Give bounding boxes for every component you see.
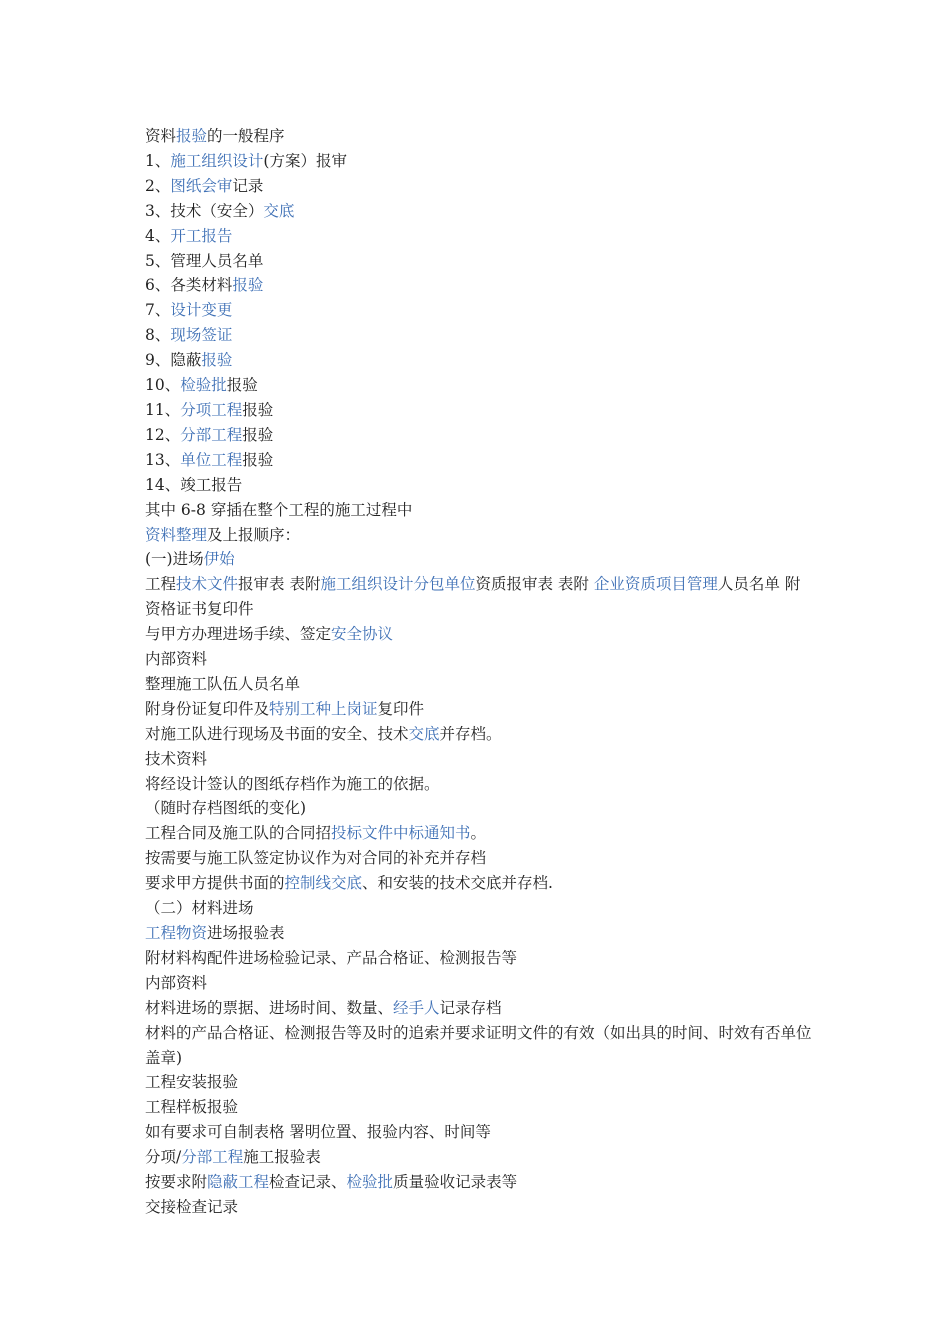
- line-text: 13、: [145, 450, 181, 469]
- text-line: [145, 1021, 813, 1071]
- line-text: 工程安装报验: [145, 1073, 239, 1092]
- line-text: 资质报审表 表附: [475, 575, 594, 594]
- inline-link[interactable]: 特别工种上岗证: [269, 699, 378, 718]
- inline-link[interactable]: 分部工程: [180, 425, 243, 444]
- line-text: 报验: [242, 425, 274, 444]
- text-line: [145, 622, 813, 647]
- document-body: [145, 124, 813, 1220]
- inline-link[interactable]: 报验: [201, 351, 233, 370]
- line-text: 记录存档: [439, 998, 502, 1017]
- inline-link[interactable]: 企业资质: [593, 575, 656, 594]
- inline-link[interactable]: 单位工程: [180, 450, 243, 469]
- line-text: 交接检查记录: [145, 1197, 239, 1216]
- text-line: [145, 423, 813, 448]
- inline-link[interactable]: 经手人: [393, 998, 440, 1017]
- line-text: 。: [470, 824, 487, 843]
- line-text: 8、: [145, 326, 171, 345]
- inline-link[interactable]: 伊始: [203, 550, 235, 569]
- line-text: 质量验收记录表等: [393, 1173, 518, 1192]
- text-line: [145, 747, 813, 772]
- inline-link[interactable]: 项目管理: [655, 575, 718, 594]
- line-text: 要求甲方提供书面的: [145, 874, 285, 893]
- line-text: 3、技术（安全）: [145, 201, 264, 220]
- line-text: 整理施工队伍人员名单: [145, 674, 301, 693]
- text-line: [145, 647, 813, 672]
- text-line: [145, 996, 813, 1021]
- inline-link[interactable]: 交底: [263, 201, 295, 220]
- text-line: [145, 249, 813, 274]
- inline-link[interactable]: 工程物资: [145, 924, 208, 942]
- line-text: 及上报顺序：: [207, 525, 301, 544]
- inline-link[interactable]: 分包单位: [413, 575, 476, 594]
- inline-link[interactable]: 施工组织设计: [170, 151, 264, 170]
- line-text: 内部资料: [145, 650, 208, 669]
- inline-link[interactable]: 交底: [331, 874, 363, 893]
- line-text: 进场报验表: [207, 924, 285, 942]
- line-text: 2、: [145, 176, 171, 195]
- text-line: [145, 921, 813, 946]
- line-text: 记录: [232, 176, 264, 195]
- line-text: 工程样板报验: [145, 1098, 239, 1117]
- inline-link[interactable]: 控制线: [284, 874, 332, 893]
- line-text: 附身份证复印件及: [145, 699, 270, 718]
- line-text: 资料: [145, 127, 177, 145]
- text-line: [145, 473, 813, 498]
- text-line: [145, 174, 813, 199]
- text-line: [145, 896, 813, 921]
- line-text: 6、各类材料: [145, 276, 233, 295]
- text-line: [145, 323, 813, 348]
- line-text: 技术资料: [145, 749, 208, 768]
- line-text: 材料进场的票据、进场时间、数量、: [145, 998, 394, 1017]
- text-line: [145, 1070, 813, 1095]
- line-text: 12、: [145, 425, 181, 444]
- line-text: 4、: [145, 226, 171, 245]
- line-text: 、和安装的技术交底并存档.: [362, 874, 553, 893]
- line-text: 与甲方办理进场手续、签定: [145, 625, 332, 644]
- line-text: 将经设计签认的图纸存档作为施工的依据。: [145, 774, 440, 793]
- inline-link[interactable]: 隐蔽工程: [207, 1173, 270, 1192]
- inline-link[interactable]: 图纸会审: [170, 176, 233, 195]
- text-line: [145, 1095, 813, 1120]
- text-line: [145, 373, 813, 398]
- line-text: 其中 6-8 穿插在整个工程的施工过程中: [145, 500, 413, 519]
- inline-link[interactable]: 检验批: [346, 1173, 394, 1192]
- text-line: [145, 1195, 813, 1220]
- inline-link[interactable]: 中标通知书: [393, 824, 471, 843]
- inline-link[interactable]: 设计变更: [170, 301, 233, 320]
- line-text: (方案）报审: [263, 151, 347, 170]
- inline-link[interactable]: 技术文件: [176, 575, 239, 594]
- text-line: [145, 946, 813, 971]
- text-line: [145, 1145, 813, 1170]
- text-line: [145, 348, 813, 373]
- line-text: 10、: [145, 376, 181, 395]
- line-text: 1、: [145, 151, 171, 170]
- inline-link[interactable]: 现场签证: [170, 326, 233, 345]
- line-text: 工程合同及施工队的合同招: [145, 824, 332, 843]
- text-line: [145, 772, 813, 797]
- line-text: 工程: [145, 575, 177, 594]
- inline-link[interactable]: 分部工程: [181, 1148, 244, 1167]
- text-line: [145, 697, 813, 722]
- line-text: 报验: [226, 376, 258, 395]
- text-line: [145, 846, 813, 871]
- inline-link[interactable]: 资料整理: [145, 525, 208, 544]
- line-text: 5、管理人员名单: [145, 251, 264, 270]
- text-line: [145, 572, 813, 622]
- line-text: 报验: [242, 450, 274, 469]
- inline-link[interactable]: 投标文件: [331, 824, 394, 843]
- line-text: 附材料构配件进场检验记录、产品合格证、检测报告等: [145, 948, 518, 967]
- line-text: 对施工队进行现场及书面的安全、技术: [145, 724, 409, 743]
- line-text: 的一般程序: [207, 127, 285, 145]
- line-text: 报审表 表附: [238, 575, 321, 594]
- line-text: 内部资料: [145, 973, 208, 992]
- line-text: 并存档。: [439, 724, 502, 743]
- line-text: 人员名单 附资格证书复印件: [145, 575, 801, 619]
- text-line: [145, 448, 813, 473]
- text-line: [145, 1170, 813, 1195]
- line-text: 7、: [145, 301, 171, 320]
- inline-link[interactable]: 分项工程: [180, 400, 243, 419]
- text-line: [145, 523, 813, 548]
- inline-link[interactable]: 交底: [408, 724, 440, 743]
- line-text: 复印件: [377, 699, 425, 718]
- line-text: 9、隐蔽: [145, 351, 202, 370]
- text-line: [145, 149, 813, 174]
- line-text: 检查记录、: [269, 1173, 347, 1192]
- inline-link[interactable]: 检验批: [180, 376, 227, 395]
- line-text: （二）材料进场: [145, 899, 254, 918]
- inline-link[interactable]: 安全协议: [331, 625, 394, 644]
- line-text: 分项/: [145, 1148, 182, 1167]
- text-line: [145, 273, 813, 298]
- inline-link[interactable]: 开工报告: [170, 226, 233, 245]
- line-text: 材料的产品合格证、检测报告等及时的追索并要求证明文件的有效（如出具的时间、时效有否单位盖章): [145, 1023, 812, 1067]
- text-line: [145, 224, 813, 249]
- text-line: [145, 547, 813, 572]
- line-text: 如有要求可自制表格 署明位置、报验内容、时间等: [145, 1123, 491, 1142]
- inline-link[interactable]: 报验: [232, 276, 264, 295]
- line-text: 施工报验表: [243, 1148, 321, 1167]
- text-line: [145, 398, 813, 423]
- text-line: [145, 971, 813, 996]
- line-text: 11、: [145, 400, 181, 419]
- text-line: [145, 722, 813, 747]
- text-line: [145, 298, 813, 323]
- line-text: （随时存档图纸的变化): [145, 799, 307, 818]
- text-line: [145, 871, 813, 896]
- text-line: [145, 796, 813, 821]
- text-line: [145, 199, 813, 224]
- text-line: [145, 124, 813, 149]
- line-text: (一)进场: [145, 550, 204, 569]
- inline-link[interactable]: 施工组织设计: [320, 575, 414, 594]
- line-text: 报验: [242, 400, 274, 419]
- line-text: 14、竣工报告: [145, 475, 243, 494]
- text-line: [145, 1120, 813, 1145]
- text-line: [145, 672, 813, 697]
- line-text: 按要求附: [145, 1173, 208, 1192]
- text-line: [145, 821, 813, 846]
- text-line: [145, 498, 813, 523]
- inline-link[interactable]: 报验: [176, 127, 208, 145]
- line-text: 按需要与施工队签定协议作为对合同的补充并存档: [145, 849, 487, 868]
